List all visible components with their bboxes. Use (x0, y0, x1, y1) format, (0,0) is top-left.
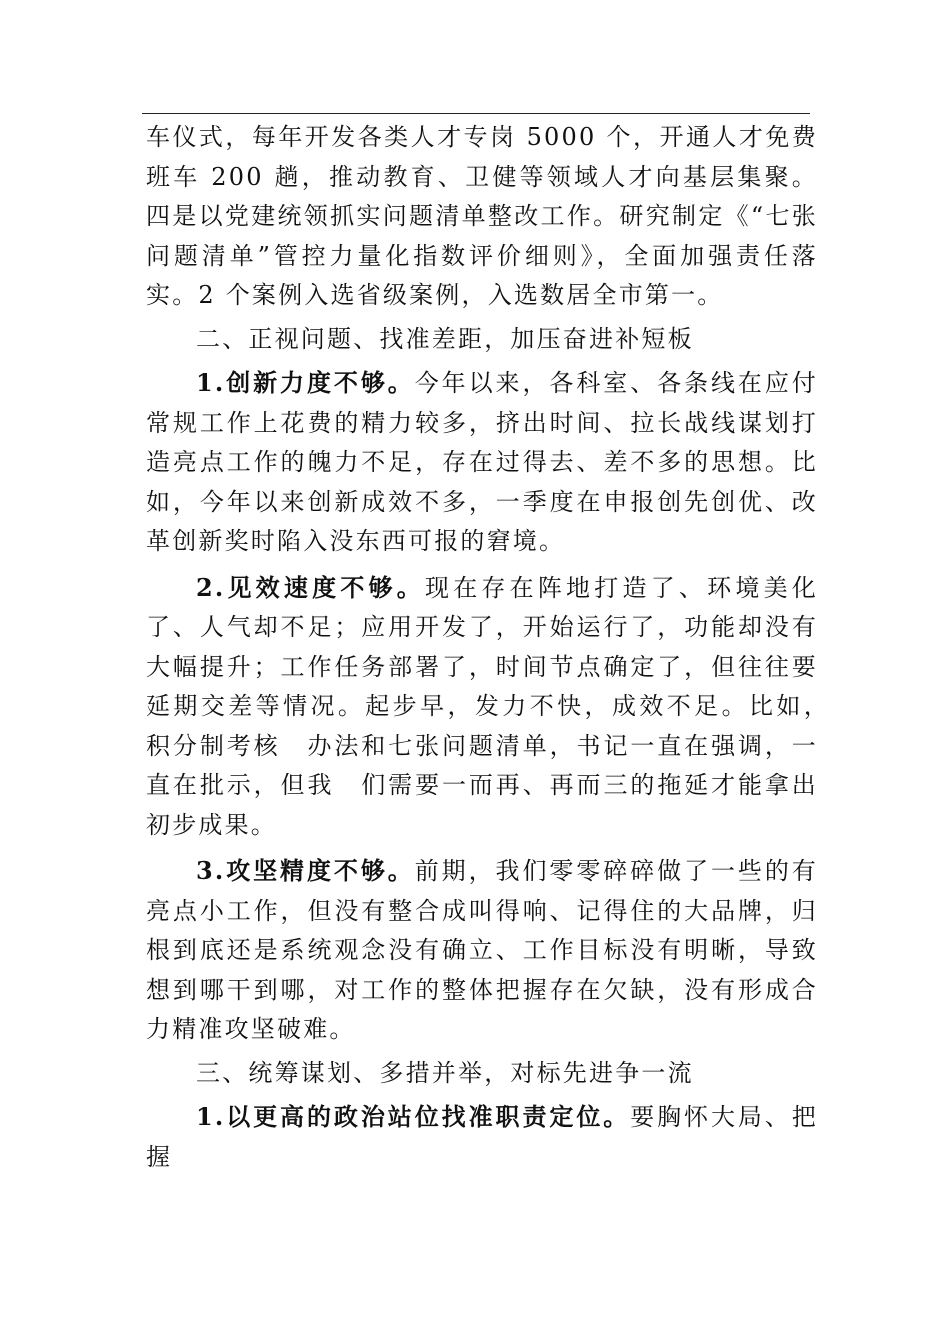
document-body (146, 118, 845, 1177)
item-2-1-text: 今年以来，各科室、各条线在应付常规工作上花费的精力较多，挤出时间、拉长战线谋划打造亮点工作的魄力不足，存在过得去、差不多的思想。比如，今年以来创新成效不多，一季度在申报创先创优、改革创新奖时陷入没东西可报的窘境。 (146, 369, 819, 555)
item-3-1-paragraph (146, 1097, 818, 1177)
item-3-1-lead: 1.以更高的政治站位找准职责定位。 (196, 1102, 631, 1131)
item-2-1-paragraph (146, 363, 818, 562)
header-rule (142, 113, 810, 114)
item-2-2-text: 现在存在阵地打造了、环境美化了、人气却不足；应用开发了，开始运行了，功能却没有大幅提升；工作任务部署了，时间节点确定了，但往往要延期交差等情况。起步早，发力不快，成效不足。比如， 积分制考核 办法和七张问题清单，书记一直在强调，一直在批示，但我 们需要一而再、再而三的拖延才能拿出初步成果。 (146, 573, 845, 839)
item-3-1-text: 要胸怀大局、把握 (146, 1103, 818, 1171)
item-2-1-lead: 1.创新力度不够。 (196, 368, 415, 397)
item-2-2-paragraph (146, 568, 845, 846)
section-heading-2: 二、正视问题、找准差距，加压奋进补短板 (196, 324, 694, 353)
item-2-3-paragraph (146, 851, 818, 1050)
item-2-2-lead: 2.见效速度不够。 (196, 572, 425, 602)
item-2-3-text: 前期，我们零零碎碎做了一些的有亮点小工作，但没有整合成叫得响、记得住的大品牌，归根到底还是系统观念没有确立、工作目标没有明晰，导致想到哪干到哪，对工作的整体把握存在欠缺，没有形成合力精准攻坚破难。 (146, 857, 819, 1043)
section-heading-3: 三、统筹谋划、多措并举，对标先进争一流 (196, 1058, 694, 1087)
paragraph-continuation: 车仪式，每年开发各类人才专岗 5000 个，开通人才免费班车 200 趟，推动教育、卫健等领域人才向基层集聚。四是以党建统领抓实问题清单整改工作。研究制定《“七张问题清单”管控力量化指数评价细则》，全面加强责任落实。2 个案例入选省级案例，入选数居全市第一。 (146, 123, 818, 309)
item-2-3-lead: 3.攻坚精度不够。 (196, 856, 415, 885)
